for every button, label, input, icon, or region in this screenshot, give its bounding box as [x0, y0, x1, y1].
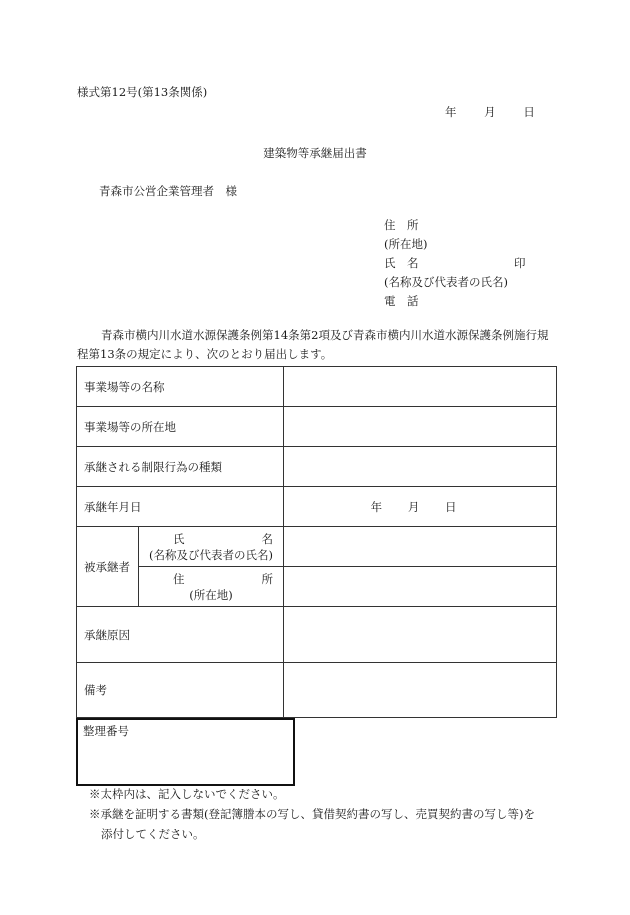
applicant-name-note: (名称及び代表者の氏名): [384, 275, 508, 289]
date-month-label: 月: [484, 105, 496, 119]
business-location-label: 事業場等の所在地: [77, 407, 284, 447]
succession-reason-label: 承継原因: [77, 607, 284, 663]
note-1: ※太枠内は、記入しないでください。: [89, 787, 285, 801]
seal-label: 印: [514, 256, 526, 270]
succession-form-table: [76, 366, 557, 718]
form-number: 様式第12号(第13条関係): [77, 85, 208, 99]
pred-addr-b: 所: [261, 571, 273, 586]
succession-date-label: 承継年月日: [77, 487, 284, 527]
succession-day-label: 日: [444, 499, 457, 514]
predecessor-name-label: [139, 527, 284, 567]
predecessor-address-field[interactable]: [284, 567, 557, 607]
predecessor-label: 被承継者: [77, 527, 139, 607]
page-title: 建築物等承継届出書: [263, 146, 367, 160]
date-day-label: 日: [523, 105, 535, 119]
date-year-label: 年: [445, 105, 457, 119]
business-name-label: 事業場等の名称: [77, 367, 284, 407]
pred-name-a: 氏: [173, 531, 185, 546]
succession-date-field[interactable]: [284, 487, 557, 527]
succession-month-label: 月: [407, 499, 420, 514]
table-row: [77, 663, 557, 718]
reference-number-label: 整理番号: [83, 724, 129, 738]
applicant-name-row: [384, 254, 534, 273]
applicant-phone-label: 電 話: [384, 294, 419, 308]
table-row: [77, 367, 557, 407]
table-row: [77, 447, 557, 487]
restricted-act-field[interactable]: [284, 447, 557, 487]
note-2-line-1: ※承継を証明する書類(登記簿謄本の写し、貸借契約書の写し、売買契約書の写し等)を: [89, 807, 535, 821]
addressee: 青森市公営企業管理者 様: [99, 184, 237, 198]
reference-number-box: [76, 718, 295, 786]
business-location-field[interactable]: [284, 407, 557, 447]
succession-reason-field[interactable]: [284, 607, 557, 663]
restricted-act-label: 承継される制限行為の種類: [77, 447, 284, 487]
applicant-block: [384, 216, 534, 311]
table-row: [77, 607, 557, 663]
business-name-field[interactable]: [284, 367, 557, 407]
remarks-field[interactable]: [284, 663, 557, 718]
predecessor-address-label: [139, 567, 284, 607]
table-row: [77, 527, 557, 567]
table-row: [77, 407, 557, 447]
note-2-line-2: 添付してください。: [101, 827, 205, 841]
table-row: [77, 567, 557, 607]
pred-addr-a: 住: [173, 571, 185, 586]
intro-text: 青森市横内川水道水源保護条例第14条第2項及び青森市横内川水道水源保護条例施行規程第13条の規定により、次のとおり届出します。: [77, 328, 549, 361]
table-row: [77, 487, 557, 527]
pred-name-note: (名称及び代表者の氏名): [149, 547, 273, 562]
submission-date: [445, 104, 559, 120]
predecessor-name-field[interactable]: [284, 527, 557, 567]
pred-name-b: 名: [261, 531, 273, 546]
succession-year-label: 年: [370, 499, 383, 514]
notes: [89, 784, 559, 844]
applicant-location-label: (所在地): [384, 237, 428, 251]
remarks-label: 備考: [77, 663, 284, 718]
applicant-address-label: 住 所: [384, 218, 419, 232]
pred-addr-note: (所在地): [189, 587, 233, 602]
applicant-name-label: 氏 名: [384, 256, 419, 270]
